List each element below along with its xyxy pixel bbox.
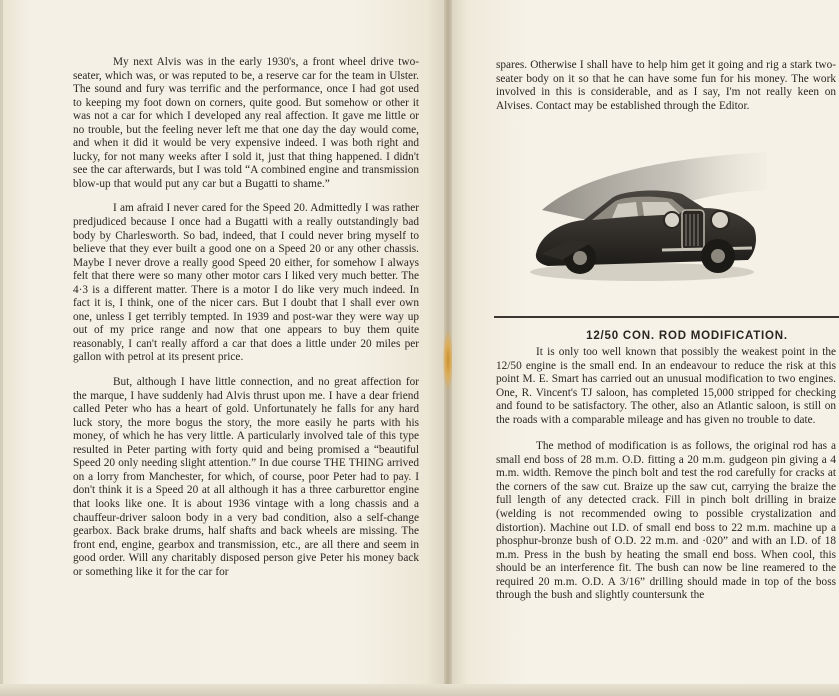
section-divider <box>494 316 839 318</box>
paragraph-peter-story: But, although I have little connection, and no great affection for the marque, I have suddenly had Alvis thrust upon me. I have a dear friend called Peter who has a heart of gold. Unfortunately he falls for any hard luck story, the more bogus the story, the more easily he parts with his money, of which he has very little. A particularly involved tale of this type resulted in Peter parting with forty quid and being promised a “beautiful Speed 20 only needing slight attention.” In due course THE THING arrived on a lorry from Manchester, for which, of course, poor Peter had to pay. I don't think it is a Speed 20 at all although it has a three carburettor engine that looks like one. It is about 1936 vintage with a long chassis and a chauffeur-driver saloon body in a very bad condition, also a self-change gearbox. Back brake drums, half shafts and back wheels are missing. The front end, engine, gearbox and transmission, etc., are all there and seem in good order. Will any charitably disposed person give Peter his money back or something like it for the car for <box>73 376 419 578</box>
paragraph-speed-20: I am afraid I never cared for the Speed 20. Admittedly I was rather predjudiced because I once had a Bugatti with a really outstandingly bad body by Charlesworth. So bad, indeed, that I could never bring myself to believe that they ever built a good one on a Speed 20 or any other chassis. Maybe I never drove a really good Speed 20 either, for somehow I always felt that there were so many other motor cars I liked very much better. The 4·3 is a different matter. There is a motor I do like very much indeed. In fact it is, I think, one of the nicer cars. But I doubt that I shall ever own one, unless I get terribly tempted. In 1939 and post-war they were way up out of my price range and now that one appears to buy them quite reasonably, I can't really afford a car that does a little under 20 miles per gallon with petrol at its present price. <box>73 202 419 364</box>
section-heading: 12/50 CON. ROD MODIFICATION. <box>586 330 788 342</box>
right-page <box>452 0 839 696</box>
paragraph-weak-point: It is only too well known that possibly the weakest point in the 12/50 engine is the small end. In an endeavour to reduce the risk at this point M. E. Smart has carried out an unusual modification to two engines. One, R. Vincent's TJ saloon, has completed 15,000 stripped for checking and found to be satisfactory. The other, also an Atlantic saloon, is still on the roads with a comparable mileage and has given no trouble to date. <box>496 346 836 426</box>
alvis-saloon-illustration <box>522 150 772 286</box>
page-bottom-edge <box>0 684 839 696</box>
paragraph-method: The method of modification is as follows, the original rod has a small end boss of 28 m.m. O.D. fitting a 20 m.m. gudgeon pin giving a 4 m.m. width. Remove the pinch bolt and test the rod carefully for cracks at the corners of the saw cut. Braize up the saw cut, carrying the braize the full length of any detected crack. Fill in pinch bolt drilling in braize (welding is not recommended owing to possible crystalization and distortion). Machine out I.D. of small end boss to 22 m.m. machine up a phosphur-bronze bush of O.D. 22 m.m. and ·020” and with an I.D. of 18 m.m. Press in the bush by heating the small end boss. When cool, this should be an interference fit. The bush can now be line reamered to the required 20 m.m. O.D. A 3/16” drilling should made in top of the boss through the bush and slightly countersunk the <box>496 440 836 602</box>
right-page-article <box>496 346 836 603</box>
paragraph-continuation: spares. Otherwise I shall have to help him get it going and rig a stark two-seater body on it so that he can have some fun for his money. The work involved in this is considerable, and as I say, I'm not really keen on Alvises. Contact may be established through the Editor. <box>496 59 836 112</box>
paragraph-first-alvis: My next Alvis was in the early 1930's, a front wheel drive two-seater, which was, or was reputed to be, a reserve car for the team in Ulster. The sound and fury was terrific and the performance, once I had got used to keeping my foot down on corners, quite good. But somehow or other it was not a car for which I developed any real affection. It gave me little or no trouble, but the feeling never left me that one day the day would come, and when it did it would be very expensive indeed. I was both right and lucky, for not many weeks after I sold it, just that thing happened. I didn't see the car afterwards, but I was told “A combined engine and transmission blow-up that would put any car but a Bugatti to shame.” <box>73 56 419 190</box>
right-page-continuation <box>496 59 836 113</box>
left-page-text <box>73 56 419 579</box>
